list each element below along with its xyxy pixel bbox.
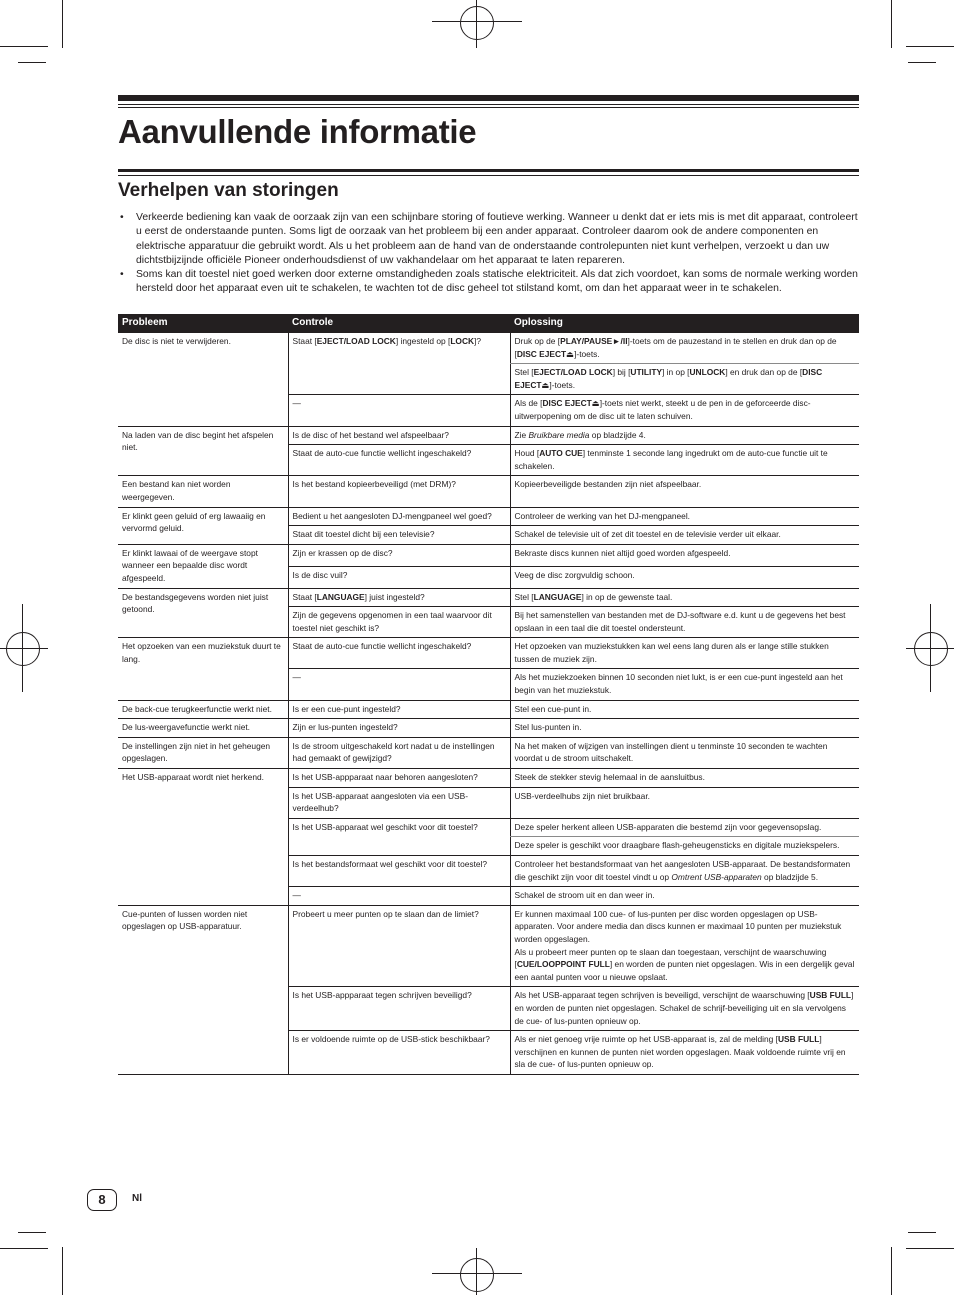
table-row: [118, 719, 859, 738]
language-code: Nl: [132, 1193, 142, 1204]
solution-cell: Deze speler herkent alleen USB-apparaten die bestemd zijn voor gegevensopslag.: [510, 818, 859, 837]
check-cell: Staat de auto-cue functie wellicht ingeschakeld?: [288, 638, 510, 669]
check-cell: Staat [LANGUAGE] juist ingesteld?: [288, 588, 510, 607]
table-row: [118, 905, 859, 987]
crop-mark: [62, 1247, 63, 1295]
check-cell: —: [288, 669, 510, 700]
table-row: [118, 638, 859, 669]
registration-mark: [0, 648, 48, 649]
check-cell: Is de stroom uitgeschakeld kort nadat u de instellingen had gemaakt of gewijzigd?: [288, 737, 510, 768]
solution-cell: Deze speler is geschikt voor draagbare flash-geheugensticks en digitale muziekspelers.: [510, 837, 859, 856]
check-cell: Is de disc vuil?: [288, 566, 510, 588]
problem-cell: De instellingen zijn niet in het geheugen opgeslagen.: [118, 737, 288, 768]
check-cell: Is het USB-apparaat aangesloten via een USB-verdeelhub?: [288, 787, 510, 818]
check-cell: Bedient u het aangesloten DJ-mengpaneel wel goed?: [288, 507, 510, 526]
header-oplossing: Oplossing: [510, 314, 859, 333]
solution-cell: Controleer de werking van het DJ-mengpaneel.: [510, 507, 859, 526]
check-cell: Zijn er krassen op de disc?: [288, 544, 510, 566]
crop-mark: [18, 1232, 46, 1233]
title-rule: [118, 107, 859, 108]
solution-cell: Er kunnen maximaal 100 cue- of lus-punten per disc worden opgeslagen op USB-apparaten. Voor andere media dan discs kunnen er maximaal 10 punten per muziekstuk worden opgeslagen. Als u probeert meer punten op te slaan dan toegestaan, verschijnt de waarschuwing [CUE/LOOPPOINT FULL] en worden de punten niet opgeslagen. Wis in een dergelijk geval een aantal punten voor u nieuwe opslaat.: [510, 905, 859, 987]
solution-cell: Stel [LANGUAGE] in op de gewenste taal.: [510, 588, 859, 607]
registration-mark: [476, 0, 477, 48]
crop-mark: [891, 0, 892, 48]
solution-cell: Schakel de televisie uit of zet dit toestel en de televisie verder uit elkaar.: [510, 526, 859, 545]
title-rule: [118, 95, 859, 101]
table-row: [118, 476, 859, 507]
registration-mark: [432, 21, 522, 22]
problem-cell: Na laden van de disc begint het afspelen niet.: [118, 426, 288, 476]
solution-cell: Als het muziekzoeken binnen 10 seconden niet lukt, is er een cue-punt ingesteld aan het begin van het muziekstuk.: [510, 669, 859, 700]
table-row: [118, 588, 859, 607]
solution-cell: USB-verdeelhubs zijn niet bruikbaar.: [510, 787, 859, 818]
check-cell: Is er een cue-punt ingesteld?: [288, 700, 510, 719]
problem-cell: Het USB-apparaat wordt niet herkend.: [118, 769, 288, 906]
troubleshooting-table: [118, 314, 859, 1075]
problem-cell: De disc is niet te verwijderen.: [118, 333, 288, 426]
solution-cell: Na het maken of wijzigen van instellingen dient u tenminste 10 seconden te wachten voordat u de stroom uitschakelt.: [510, 737, 859, 768]
crop-mark: [908, 62, 936, 63]
check-cell: Staat dit toestel dicht bij een televisie?: [288, 526, 510, 545]
solution-cell: Als de [DISC EJECT⏏]-toets niet werkt, steekt u de pen in de geforceerde disc-uitwerpopening om de disc uit te laten schuiven.: [510, 395, 859, 426]
solution-cell: Stel een cue-punt in.: [510, 700, 859, 719]
solution-cell: Zie Bruikbare media op bladzijde 4.: [510, 426, 859, 445]
section-rule: [118, 175, 859, 176]
check-cell: —: [288, 395, 510, 426]
solution-cell: Druk op de [PLAY/PAUSE►/II]-toets om de pauzestand in te stellen en druk dan op de [DISC EJECT⏏]-toets.: [510, 333, 859, 364]
registration-mark: [460, 6, 494, 40]
page-title: Aanvullende informatie: [118, 113, 477, 150]
check-cell: Staat [EJECT/LOAD LOCK] ingesteld op [LOCK]?: [288, 333, 510, 395]
problem-cell: De lus-weergavefunctie werkt niet.: [118, 719, 288, 738]
table-row: [118, 700, 859, 719]
check-cell: Is het USB-appparaat tegen schrijven beveiligd?: [288, 987, 510, 1031]
problem-cell: De bestandsgegevens worden niet juist getoond.: [118, 588, 288, 638]
check-cell: Is het USB-appparaat naar behoren aangesloten?: [288, 769, 510, 788]
solution-cell: Bekraste discs kunnen niet altijd goed worden afgespeeld.: [510, 544, 859, 566]
check-cell: Staat de auto-cue functie wellicht ingeschakeld?: [288, 445, 510, 476]
check-cell: —: [288, 887, 510, 906]
registration-mark: [914, 632, 948, 666]
table-row: [118, 769, 859, 788]
table-row: [118, 426, 859, 445]
registration-mark: [6, 632, 40, 666]
intro-list: [118, 211, 859, 297]
solution-cell: Steek de stekker stevig helemaal in de aansluitbus.: [510, 769, 859, 788]
intro-item: • Soms kan dit toestel niet goed werken door externe omstandigheden zoals statische elektriciteit. Als dat zich voordoet, kan soms de normale werking worden hersteld door het apparaat even uit te schakelen, te wachten tot de disc geheel tot stilstand komt, om dan het apparaat weer in te schakelen.: [118, 268, 859, 297]
section-rule: [118, 169, 859, 172]
solution-cell: Het opzoeken van muziekstukken kan wel eens lang duren als er lange stille stukken tussen de muziek zijn.: [510, 638, 859, 669]
check-cell: Zijn de gegevens opgenomen in een taal waarvoor dit toestel niet geschikt is?: [288, 607, 510, 638]
crop-mark: [908, 1232, 936, 1233]
check-cell: Zijn er lus-punten ingesteld?: [288, 719, 510, 738]
registration-mark: [906, 648, 954, 649]
solution-cell: Controleer het bestandsformaat van het aangesloten USB-apparaat. De bestandsformaten die geschikt zijn voor dit toestel vindt u op Omtrent USB-apparaten op bladzijde 5.: [510, 856, 859, 887]
header-probleem: Probleem: [118, 314, 288, 333]
intro-item: • Verkeerde bediening kan vaak de oorzaak zijn van een schijnbare storing of foutieve werking. Wanneer u denkt dat er iets mis is met dit apparaat, controleert u eerst de onderstaande punten. Soms ligt de oorzaak van het probleem bij een ander apparaat. Controleer daarom ook de andere componenten en elektrische apparatuur die gebruikt wordt. Als u het probleem aan de hand van de onderstaande controlepunten niet kunt verhelpen, verzoekt u dan uw dichtstbijzijnde officiële Pioneer onderhoudsdienst of uw vakhandelaar om het apparaat te laten repareren.: [118, 211, 859, 268]
solution-cell: Veeg de disc zorgvuldig schoon.: [510, 566, 859, 588]
solution-cell: Als er niet genoeg vrije ruimte op het USB-apparaat is, zal de melding [USB FULL] verschijnen en kunnen de punten niet worden opgeslagen. Maak voldoende ruimte vrij en sla de cue- of lus-punten opnieuw op.: [510, 1031, 859, 1075]
solution-cell: Schakel de stroom uit en dan weer in.: [510, 887, 859, 906]
problem-cell: Er klinkt lawaai of de weergave stopt wanneer een bepaalde disc wordt afgespeeld.: [118, 544, 288, 588]
crop-mark: [0, 1248, 48, 1249]
crop-mark: [906, 1248, 954, 1249]
check-cell: Is de disc of het bestand wel afspeelbaar?: [288, 426, 510, 445]
crop-mark: [62, 0, 63, 48]
header-controle: Controle: [288, 314, 510, 333]
problem-cell: De back-cue terugkeerfunctie werkt niet.: [118, 700, 288, 719]
table-row: [118, 507, 859, 526]
table-row: [118, 544, 859, 566]
table-row: [118, 737, 859, 768]
crop-mark: [18, 62, 46, 63]
registration-mark: [432, 1273, 522, 1274]
registration-mark: [476, 1248, 477, 1295]
solution-cell: Houd [AUTO CUE] tenminste 1 seconde lang ingedrukt om de auto-cue functie uit te schakelen.: [510, 445, 859, 476]
problem-cell: Een bestand kan niet worden weergegeven.: [118, 476, 288, 507]
problem-cell: Cue-punten of lussen worden niet opgeslagen op USB-apparatuur.: [118, 905, 288, 1074]
problem-cell: Er klinkt geen geluid of erg lawaaiig en vervormd geluid.: [118, 507, 288, 544]
check-cell: Is het bestand kopieerbeveiligd (met DRM)?: [288, 476, 510, 507]
problem-cell: Het opzoeken van een muziekstuk duurt te lang.: [118, 638, 288, 700]
check-cell: Is er voldoende ruimte op de USB-stick beschikbaar?: [288, 1031, 510, 1075]
crop-mark: [906, 46, 954, 47]
title-rule: [118, 104, 859, 105]
solution-cell: Stel [EJECT/LOAD LOCK] bij [UTILITY] in op [UNLOCK] en druk dan op de [DISC EJECT⏏]-toets.: [510, 364, 859, 395]
registration-mark: [460, 1258, 494, 1292]
solution-cell: Kopieerbeveiligde bestanden zijn niet afspeelbaar.: [510, 476, 859, 507]
solution-cell: Als het USB-apparaat tegen schrijven is beveiligd, verschijnt de waarschuwing [USB FULL] en worden de punten niet opgeslagen. Schakel de schrijf-beveiliging uit en sla vervolgens de cue- of lus-punten opnieuw op.: [510, 987, 859, 1031]
check-cell: Probeert u meer punten op te slaan dan de limiet?: [288, 905, 510, 987]
check-cell: Is het bestandsformaat wel geschikt voor dit toestel?: [288, 856, 510, 887]
solution-cell: Stel lus-punten in.: [510, 719, 859, 738]
table-row: [118, 333, 859, 364]
page-number: 8: [87, 1189, 117, 1211]
crop-mark: [891, 1247, 892, 1295]
solution-cell: Bij het samenstellen van bestanden met de DJ-software e.d. kunt u de gegevens het best opslaan in een taal die dit toestel ondersteunt.: [510, 607, 859, 638]
crop-mark: [0, 46, 48, 47]
check-cell: Is het USB-apparaat wel geschikt voor dit toestel?: [288, 818, 510, 855]
section-title: Verhelpen van storingen: [118, 180, 339, 201]
table-header-row: [118, 314, 859, 333]
